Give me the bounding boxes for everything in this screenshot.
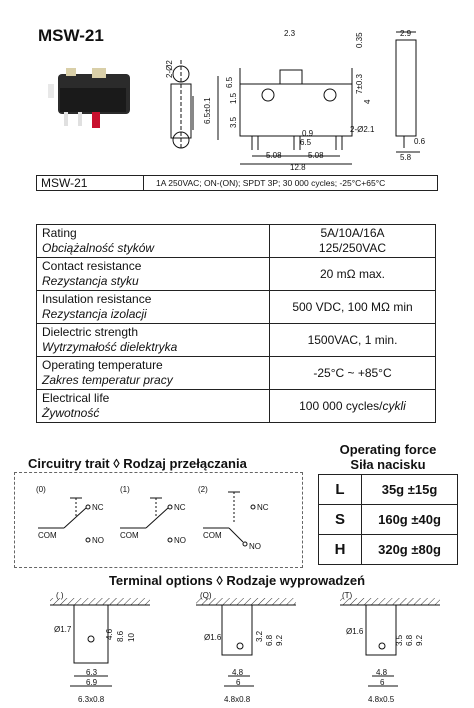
- height-dim: 4.6: [105, 628, 114, 640]
- terminal-option-3: [340, 598, 440, 686]
- dim-label: 1.5: [229, 92, 238, 104]
- label-en: Electrical life: [42, 391, 110, 405]
- dim-label: 0.9: [302, 129, 314, 138]
- dim-label: 3.5: [229, 116, 238, 128]
- dim-label: 5.8: [400, 153, 412, 162]
- terminal-label: (T): [342, 591, 353, 600]
- no-label: NO: [92, 536, 104, 545]
- row-value: -25°C ~ +85°C: [270, 357, 436, 390]
- row-value: 1500VAC, 1 min.: [270, 324, 436, 357]
- hole-dim: Ø1.7: [54, 625, 72, 634]
- spec-description: 1A 250VAC; ON-(ON); SPDT 3P; 30 000 cycles; -25°C+65°C: [156, 178, 386, 188]
- label-en: Operating temperature: [42, 358, 163, 372]
- force-key: L: [319, 475, 362, 505]
- force-key: S: [319, 505, 362, 535]
- force-value: 320g ±80g: [362, 535, 458, 565]
- label-en: Contact resistance: [42, 259, 142, 273]
- label-en: Insulation resistance: [42, 292, 152, 306]
- terminal-caption: 4.8x0.8: [224, 695, 251, 704]
- force-title-en: Operating force: [339, 442, 437, 457]
- force-title-pl: Siła nacisku: [350, 457, 426, 472]
- label-en: Rating: [42, 226, 77, 240]
- value-pl: cykli: [382, 398, 406, 413]
- label-pl: Zakres temperatur pracy: [42, 373, 173, 387]
- label-pl: Rezystancja izolacji: [42, 307, 147, 321]
- dim-label: 0.6: [414, 137, 426, 146]
- terminal-label: (Q): [200, 591, 212, 600]
- label-pl: Wytrzymałość dielektryka: [42, 340, 178, 354]
- height-dim: 3.2: [255, 630, 264, 642]
- label-en: Dielectric strength: [42, 325, 139, 339]
- force-value: 160g ±40g: [362, 505, 458, 535]
- width-dim: 4.8: [376, 668, 388, 677]
- dim-label: 0.35: [355, 32, 364, 48]
- height-dim: 9.2: [415, 634, 424, 646]
- dim-label: 6.5: [300, 138, 312, 147]
- state-label: (0): [36, 485, 46, 494]
- width-dim: 6: [236, 678, 241, 687]
- dim-label: 12.8: [290, 163, 306, 172]
- width-dim: 6.9: [86, 678, 98, 687]
- force-value: 35g ±15g: [362, 475, 458, 505]
- dim-label: 2-Ø2.1: [350, 125, 375, 134]
- dim-label: 5.08: [308, 151, 324, 160]
- terminal-title: Terminal options ◊ Rodzaje wyprowadzeń: [108, 573, 366, 588]
- row-value: 500 VDC, 100 MΩ min: [270, 291, 436, 324]
- terminal-caption: 4.8x0.5: [368, 695, 395, 704]
- hole-dim: Ø1.6: [346, 627, 364, 636]
- height-dim: 9.2: [275, 634, 284, 646]
- com-label: COM: [120, 531, 139, 540]
- nc-label: NC: [174, 503, 186, 512]
- circuitry-title: Circuitry trait ◊ Rodzaj przełączania: [28, 456, 247, 471]
- dim-label: 2.3: [284, 29, 296, 38]
- dim-label: 6.5±0.1: [203, 97, 212, 124]
- label-pl: Żywotność: [42, 406, 100, 420]
- row-value: 20 mΩ max.: [270, 258, 436, 291]
- spec-model: MSW-21: [37, 176, 144, 190]
- no-label: NO: [249, 542, 261, 551]
- height-dim: 6.8: [405, 634, 414, 646]
- state-label: (2): [198, 485, 208, 494]
- height-dim: 8.6: [116, 630, 125, 642]
- terminal-label: ( ): [56, 591, 64, 600]
- width-dim: 6.3: [86, 668, 98, 677]
- nc-label: NC: [92, 503, 104, 512]
- value-line: 125/250VAC: [318, 241, 387, 255]
- label-pl: Rezystancja styku: [42, 274, 139, 288]
- height-dim: 3.5: [395, 634, 404, 646]
- dim-label: 5.08: [266, 151, 282, 160]
- height-dim: 10: [127, 633, 136, 642]
- value-en: 100 000 cycles/: [299, 398, 383, 413]
- nc-label: NC: [257, 503, 269, 512]
- hole-dim: Ø1.6: [204, 633, 222, 642]
- value-line: 5A/10A/16A: [320, 226, 385, 240]
- label-pl: Obciążalność styków: [42, 241, 155, 255]
- terminal-caption: 6.3x0.8: [78, 695, 105, 704]
- height-dim: 6.8: [265, 634, 274, 646]
- dim-label: 4: [363, 99, 372, 104]
- com-label: COM: [203, 531, 222, 540]
- no-label: NO: [174, 536, 186, 545]
- width-dim: 6: [380, 678, 385, 687]
- dim-label: 2-Ø2: [165, 60, 174, 78]
- product-title: MSW-21: [38, 26, 104, 45]
- state-label: (1): [120, 485, 130, 494]
- width-dim: 4.8: [232, 668, 244, 677]
- dim-label: 6.5: [225, 76, 234, 88]
- com-label: COM: [38, 531, 57, 540]
- dim-label: 2.9: [400, 29, 412, 38]
- dim-label: 7±0.3: [355, 74, 364, 94]
- force-key: H: [319, 535, 362, 565]
